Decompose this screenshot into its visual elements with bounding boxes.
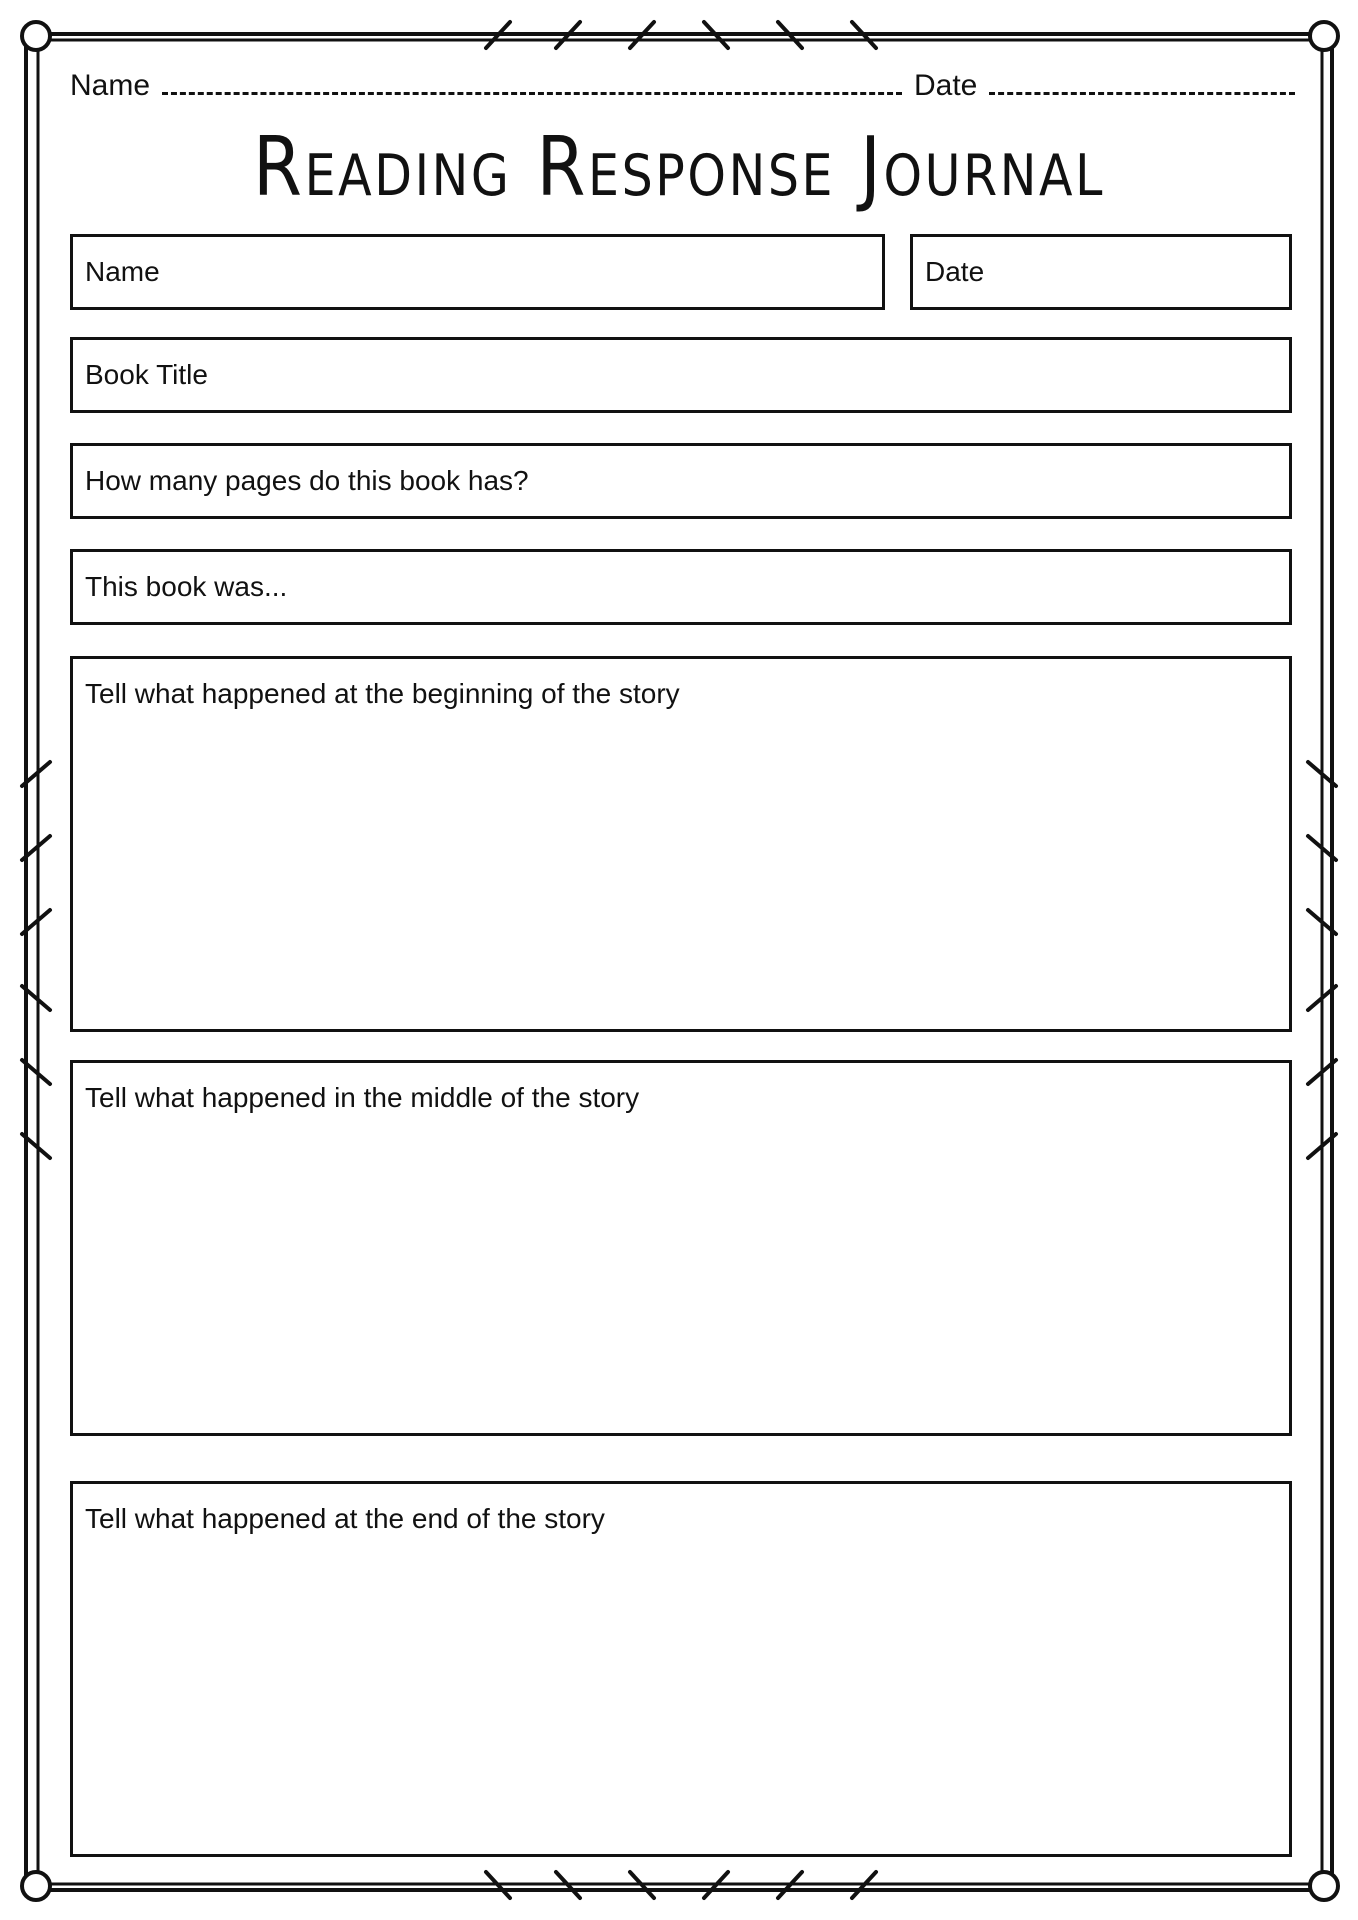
middle-textarea[interactable] <box>85 1125 1281 1425</box>
corner-circle-tr <box>1310 22 1338 50</box>
beginning-textarea[interactable] <box>85 721 1281 1021</box>
beginning-label: Tell what happened at the beginning of the story <box>85 678 680 709</box>
header-date-label: Date <box>914 69 978 102</box>
book-title-field[interactable] <box>233 358 1287 396</box>
date-field[interactable] <box>1003 255 1287 293</box>
book-was-box <box>70 549 1292 625</box>
name-field-label: Name <box>85 256 160 287</box>
corner-circle-br <box>1310 1872 1338 1900</box>
middle-box <box>70 1060 1292 1436</box>
corner-circle-tl <box>22 22 50 50</box>
end-textarea[interactable] <box>85 1546 1281 1846</box>
end-box <box>70 1481 1292 1857</box>
header-name-line <box>70 66 902 106</box>
header-name-blank[interactable] <box>162 66 902 95</box>
header-date-line <box>914 66 1295 106</box>
book-was-label: This book was... <box>85 571 288 602</box>
date-field-label: Date <box>925 256 985 287</box>
page-count-box <box>70 443 1292 519</box>
page-count-label: How many pages do this book has? <box>85 465 529 496</box>
beginning-box <box>70 656 1292 1032</box>
page-count-field[interactable] <box>493 464 1287 502</box>
middle-label: Tell what happened in the middle of the story <box>85 1082 640 1113</box>
page-title: Reading Response Journal <box>253 120 1105 215</box>
header-date-blank[interactable] <box>989 66 1295 95</box>
end-label: Tell what happened at the end of the story <box>85 1503 605 1534</box>
book-was-field[interactable] <box>273 570 1287 608</box>
name-field[interactable] <box>183 255 877 293</box>
name-box <box>70 234 885 310</box>
header-name-label: Name <box>70 69 151 102</box>
date-box <box>910 234 1292 310</box>
book-title-box <box>70 337 1292 413</box>
book-title-label: Book Title <box>85 359 208 390</box>
corner-circle-bl <box>22 1872 50 1900</box>
